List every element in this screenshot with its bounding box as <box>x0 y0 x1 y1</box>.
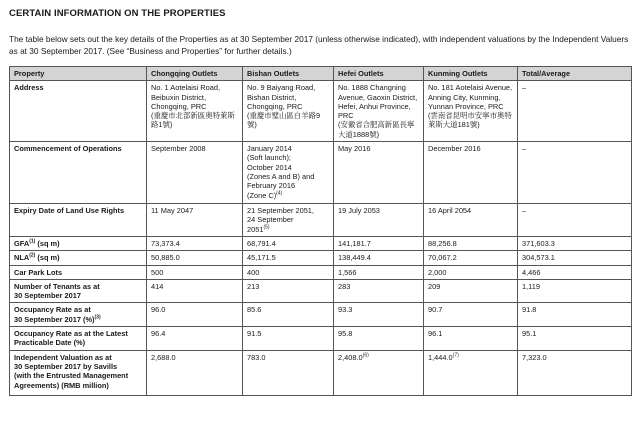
cell-value: 96.1 <box>428 329 443 339</box>
cell-value: No. 1 Aotelaisi Road, Beibuxin District, Chongqing, PRC (重慶市北部新區奥特萊斯路1號) <box>151 83 235 130</box>
cell-value: 4,466 <box>522 267 541 277</box>
table-cell <box>334 251 424 265</box>
table-cell <box>243 236 334 250</box>
table-cell <box>334 236 424 250</box>
cell-value: 209 <box>428 281 441 291</box>
table-cell <box>334 327 424 351</box>
table-cell <box>518 303 632 327</box>
column-header: Property <box>10 67 147 81</box>
table-cell <box>147 265 243 279</box>
cell-value: 19 July 2053 <box>338 206 380 216</box>
table-body <box>10 81 632 395</box>
table-cell <box>424 204 518 237</box>
table-cell <box>243 81 334 142</box>
row-label-unit: (sq m) <box>35 253 60 263</box>
table-cell <box>334 204 424 237</box>
table-cell <box>147 236 243 250</box>
table-cell <box>334 265 424 279</box>
cell-value: 283 <box>338 281 351 291</box>
footnote-marker: (6) <box>362 352 369 359</box>
row-label <box>10 142 147 204</box>
table-row <box>10 303 632 327</box>
row-label <box>10 327 147 351</box>
row-label <box>10 204 147 237</box>
table-cell <box>243 142 334 204</box>
cell-value: 414 <box>151 281 164 291</box>
cell-value: – <box>522 144 527 154</box>
footnote-marker: (7) <box>452 352 459 359</box>
intro-paragraph: The table below sets out the key details of the Properties as at 30 September 2017 (unless otherwise indicated), with independent valuations by the Independent Valuers as at 30 September 2017. (See “Business and Properties” for further details.) <box>9 34 629 56</box>
cell-value: 2,688.0 <box>151 352 176 362</box>
cell-value: No. 1888 Changning Avenue, Gaoxin District, Hefei, Anhui Province, PRC (安徽省合肥高新區長寧大道1888號) <box>338 83 418 139</box>
row-label-text: Address <box>14 83 44 93</box>
cell-value: 16 April 2054 <box>428 206 472 216</box>
cell-value: 783.0 <box>247 352 266 362</box>
cell-value: 95.1 <box>522 329 537 339</box>
table-cell <box>334 142 424 204</box>
cell-value: 50,885.0 <box>151 253 180 263</box>
cell-value: 7,323.0 <box>522 352 547 362</box>
table-cell <box>147 204 243 237</box>
table-cell <box>518 204 632 237</box>
table-cell <box>518 236 632 250</box>
cell-value: 73,373.4 <box>151 238 180 248</box>
cell-value: 1,444.0 <box>428 352 453 362</box>
table-cell <box>243 265 334 279</box>
table-cell <box>147 350 243 395</box>
cell-value: 1,119 <box>522 281 540 291</box>
table-cell <box>424 279 518 303</box>
row-label <box>10 81 147 142</box>
footnote-marker: (1) <box>29 238 36 245</box>
cell-value: 21 September 2051, 24 September 2051 <box>247 206 314 234</box>
table-cell <box>147 81 243 142</box>
footnote-marker: (4) <box>276 190 283 197</box>
column-header: Kunming Outlets <box>424 67 518 81</box>
table-cell <box>518 265 632 279</box>
table-cell <box>243 350 334 395</box>
table-cell <box>147 142 243 204</box>
row-label-unit: (sq m) <box>35 238 60 248</box>
cell-value: 88,256.8 <box>428 238 457 248</box>
table-cell <box>518 142 632 204</box>
table-row <box>10 81 632 142</box>
column-header: Chongqing Outlets <box>147 67 243 81</box>
cell-value: January 2014 (Soft launch); October 2014 (Zones A and B) and February 2016 (Zone C) <box>247 144 315 200</box>
footnote-marker: (3) <box>94 314 101 321</box>
table-cell <box>518 81 632 142</box>
row-label-text: Car Park Lots <box>14 267 63 277</box>
table-row <box>10 327 632 351</box>
table-cell <box>424 303 518 327</box>
row-label <box>10 251 147 265</box>
cell-value: 90.7 <box>428 305 443 315</box>
table-cell <box>518 251 632 265</box>
table-cell <box>424 142 518 204</box>
table-row <box>10 279 632 303</box>
cell-value: 213 <box>247 281 260 291</box>
row-label-text: Occupancy Rate as at the Latest Practicable Date (%) <box>14 329 128 348</box>
table-cell <box>334 303 424 327</box>
table-cell <box>243 251 334 265</box>
cell-value: 68,791.4 <box>247 238 276 248</box>
table-cell <box>243 303 334 327</box>
cell-value: 85.6 <box>247 305 262 315</box>
row-label-text: Commencement of Operations <box>14 144 122 154</box>
row-label-text: GFA <box>14 238 30 248</box>
row-label <box>10 303 147 327</box>
row-label <box>10 279 147 303</box>
cell-value: 96.0 <box>151 305 166 315</box>
row-label <box>10 265 147 279</box>
cell-value: 371,603.3 <box>522 238 555 248</box>
cell-value: 96.4 <box>151 329 166 339</box>
row-label-text: Number of Tenants as at 30 September 2017 <box>14 281 100 301</box>
cell-value: 91.5 <box>247 329 262 339</box>
properties-table <box>9 66 632 396</box>
cell-value: 93.3 <box>338 305 353 315</box>
cell-value: May 2016 <box>338 144 371 154</box>
cell-value: December 2016 <box>428 144 481 154</box>
table-cell <box>334 279 424 303</box>
table-cell <box>424 327 518 351</box>
table-cell <box>424 251 518 265</box>
footnote-marker: (5) <box>263 224 270 231</box>
cell-value: 2,000 <box>428 267 447 277</box>
cell-value: 2,408.0 <box>338 352 363 362</box>
section-title: CERTAIN INFORMATION ON THE PROPERTIES <box>9 8 226 19</box>
cell-value: 45,171.5 <box>247 253 276 263</box>
cell-value: 95.8 <box>338 329 353 339</box>
row-label-text: NLA <box>14 253 30 263</box>
cell-value: 70,067.2 <box>428 253 457 263</box>
table-row <box>10 142 632 204</box>
cell-value: 138,449.4 <box>338 253 371 263</box>
table-cell <box>424 81 518 142</box>
cell-value: 11 May 2047 <box>151 206 194 216</box>
table-cell <box>147 327 243 351</box>
column-header: Total/Average <box>518 67 632 81</box>
cell-value: 500 <box>151 267 164 277</box>
row-label-text: Expiry Date of Land Use Rights <box>14 206 125 216</box>
cell-value: No. 9 Baiyang Road, Bishan District, Chongqing, PRC (重慶市璧山區白羊路9號) <box>247 83 321 130</box>
cell-value: 1,566 <box>338 267 357 277</box>
table-cell <box>147 251 243 265</box>
table-cell <box>334 81 424 142</box>
column-header: Hefei Outlets <box>334 67 424 81</box>
table-cell <box>424 265 518 279</box>
table-cell <box>424 350 518 395</box>
row-label <box>10 236 147 250</box>
table-cell <box>243 204 334 237</box>
row-label-text: Independent Valuation as at 30 September 2017 by Savills (with the Entrusted Management Agreements) (RMB million) <box>14 352 129 390</box>
table-cell <box>147 303 243 327</box>
cell-value: September 2008 <box>151 144 206 154</box>
table-cell <box>334 350 424 395</box>
table-cell <box>518 327 632 351</box>
table-row <box>10 265 632 279</box>
table-cell <box>424 236 518 250</box>
footnote-marker: (2) <box>29 252 36 259</box>
column-header: Bishan Outlets <box>243 67 334 81</box>
table-row <box>10 350 632 395</box>
table-row <box>10 236 632 250</box>
cell-value: – <box>522 83 527 93</box>
table-cell <box>147 279 243 303</box>
row-label <box>10 350 147 395</box>
table-row <box>10 204 632 237</box>
table-cell <box>518 350 632 395</box>
table-cell <box>243 327 334 351</box>
table-row <box>10 251 632 265</box>
table-cell <box>243 279 334 303</box>
cell-value: 91.8 <box>522 305 537 315</box>
cell-value: 400 <box>247 267 260 277</box>
cell-value: No. 181 Aotelaisi Avenue, Anning City, Kunming, Yunnan Province, PRC (雲南省昆明市安寧市奥特萊斯大道181號) <box>428 83 513 130</box>
cell-value: 304,573.1 <box>522 253 555 263</box>
table-cell <box>518 279 632 303</box>
row-label-text: Occupancy Rate as at 30 September 2017 (%) <box>14 305 95 324</box>
cell-value: – <box>522 206 527 216</box>
cell-value: 141,181.7 <box>338 238 371 248</box>
table-header-row <box>10 67 632 81</box>
